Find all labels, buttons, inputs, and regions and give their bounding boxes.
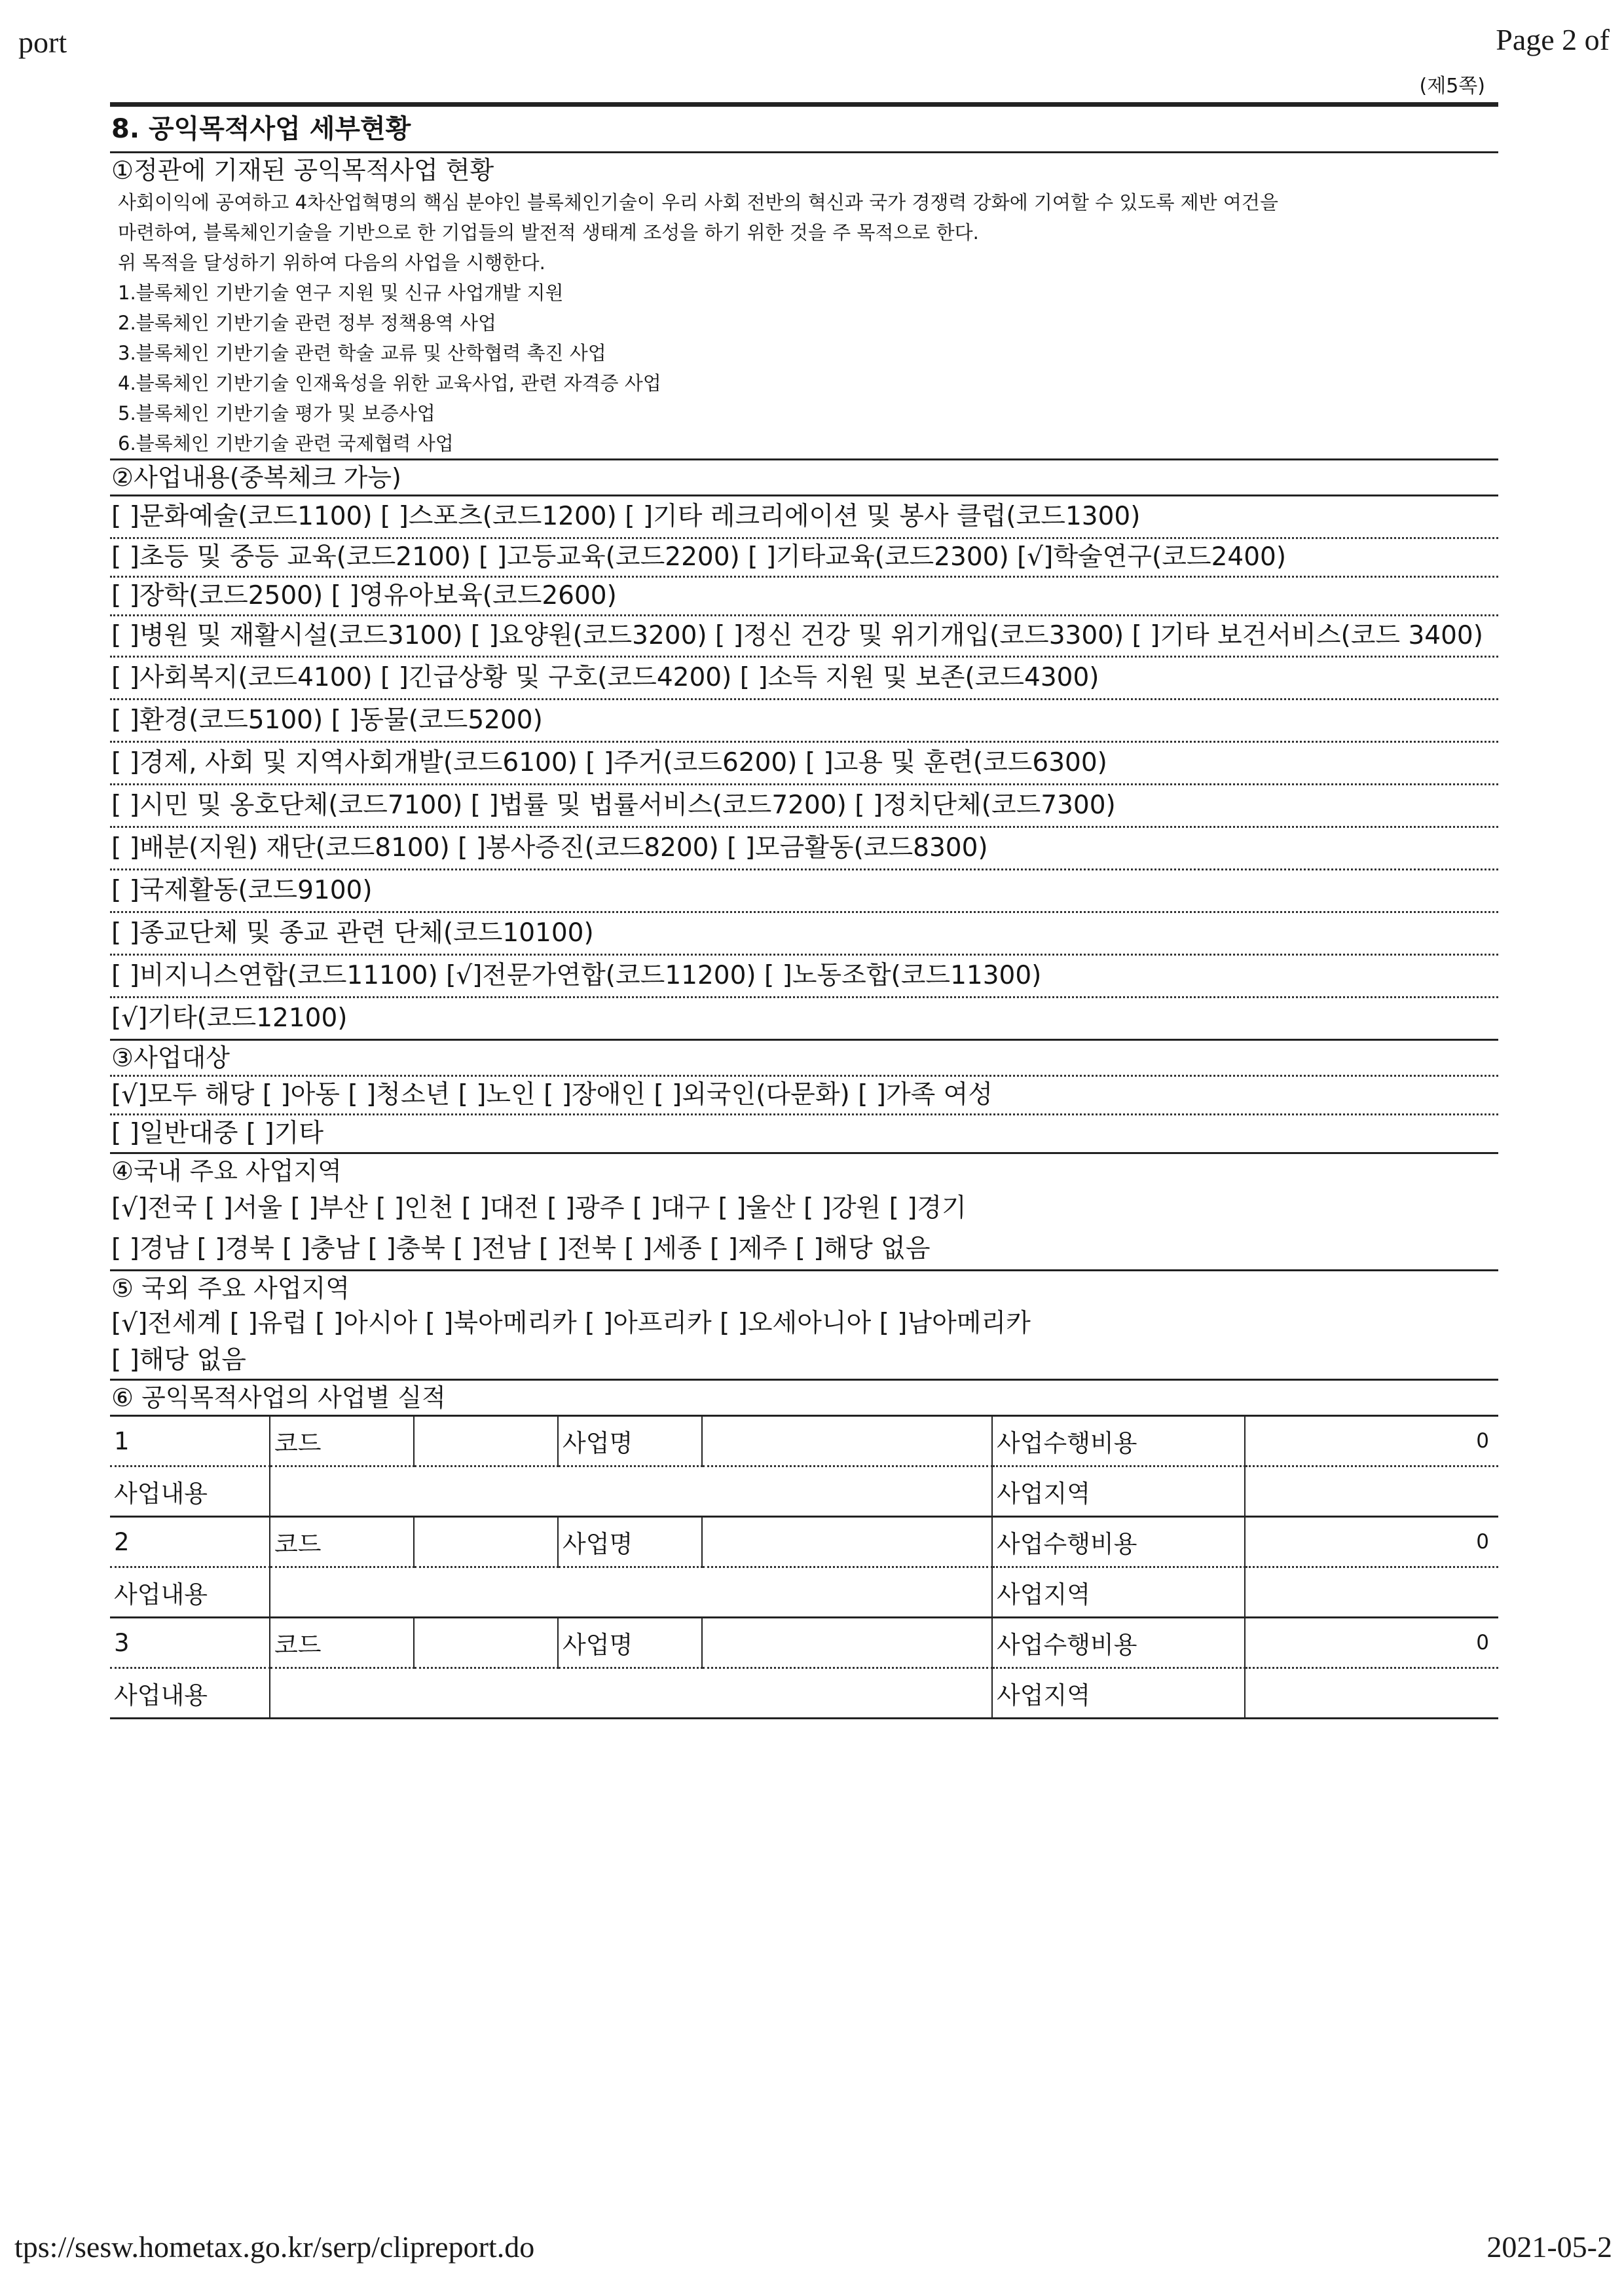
cost-label: 사업수행비용 — [992, 1618, 1245, 1668]
content-label: 사업내용 — [110, 1668, 270, 1719]
item-number: 3 — [110, 1618, 270, 1668]
business-content-row[interactable]: [ ]국제활동(코드9100) — [111, 876, 373, 905]
domestic-region-row[interactable]: [ ]경남 [ ]경북 [ ]충남 [ ]충북 [ ]전남 [ ]전북 [ ]세종 [ ]제주 [ ]해당 없음 — [111, 1234, 931, 1263]
region-label: 사업지역 — [992, 1567, 1245, 1618]
business-content-row[interactable]: [ ]초등 및 중등 교육(코드2100) [ ]고등교육(코드2200) [ ]기타교육(코드2300) [√]학술연구(코드2400) — [111, 542, 1287, 572]
code-label: 코드 — [270, 1618, 414, 1668]
code-field[interactable] — [414, 1517, 558, 1567]
articles-line: 3.블록체인 기반기술 관련 학술 교류 및 산학협력 촉진 사업 — [118, 342, 606, 364]
top-rule — [110, 102, 1498, 107]
tax-form-page — [110, 71, 1498, 1719]
table-row — [110, 1618, 1498, 1668]
item-number: 1 — [110, 1417, 270, 1466]
page-label: (제5쪽) — [1419, 75, 1485, 98]
business-content-row[interactable]: [ ]배분(지원) 재단(코드8100) [ ]봉사증진(코드8200) [ ]모금활동(코드8300) — [111, 833, 988, 863]
cost-label: 사업수행비용 — [992, 1517, 1245, 1567]
business-content-row[interactable]: [√]기타(코드12100) — [111, 1003, 348, 1033]
code-label: 코드 — [270, 1517, 414, 1567]
name-label: 사업명 — [558, 1417, 702, 1466]
browser-footer-date: 2021-05-2 — [1486, 2230, 1612, 2264]
name-label: 사업명 — [558, 1618, 702, 1668]
domestic-region-row[interactable]: [√]전국 [ ]서울 [ ]부산 [ ]인천 [ ]대전 [ ]광주 [ ]대구 [ ]울산 [ ]강원 [ ]경기 — [111, 1193, 967, 1223]
articles-line: 5.블록체인 기반기술 평가 및 보증사업 — [118, 402, 435, 424]
name-field[interactable] — [702, 1618, 992, 1668]
code-label: 코드 — [270, 1417, 414, 1466]
business-content-row[interactable]: [ ]시민 및 옹호단체(코드7100) [ ]법률 및 법률서비스(코드7200) [ ]정치단체(코드7300) — [111, 791, 1116, 820]
overseas-region-title: ⑤ 국외 주요 사업지역 — [111, 1274, 350, 1303]
articles-line: 마련하여, 블록체인기술을 기반으로 한 기업들의 발전적 생태계 조성을 하기 위한 것을 주 목적으로 한다. — [118, 221, 979, 244]
region-label: 사업지역 — [992, 1466, 1245, 1517]
articles-line: 사회이익에 공여하고 4차산업혁명의 핵심 분야인 블록체인기술이 우리 사회 전반의 혁신과 국가 경쟁력 강화에 기여할 수 있도록 제반 여건을 — [118, 191, 1278, 214]
code-field[interactable] — [414, 1618, 558, 1668]
browser-footer-url: tps://sesw.hometax.go.kr/serp/clipreport.do — [14, 2230, 535, 2264]
articles-line: 4.블록체인 기반기술 인재육성을 위한 교육사업, 관련 자격증 사업 — [118, 372, 661, 394]
target-title: ③사업대상 — [111, 1043, 230, 1072]
business-content-row[interactable]: [ ]사회복지(코드4100) [ ]긴급상황 및 구호(코드4200) [ ]소득 지원 및 보존(코드4300) — [111, 663, 1099, 692]
performance-title: ⑥ 공익목적사업의 사업별 실적 — [111, 1383, 446, 1412]
name-label: 사업명 — [558, 1517, 702, 1567]
content-label: 사업내용 — [110, 1567, 270, 1618]
table-row — [110, 1466, 1498, 1517]
articles-title: ①정관에 기재된 공익목적사업 현황 — [111, 156, 494, 185]
business-content-row[interactable]: [ ]종교단체 및 종교 관련 단체(코드10100) — [111, 918, 594, 948]
overseas-region-row[interactable]: [ ]해당 없음 — [111, 1345, 246, 1375]
name-field[interactable] — [702, 1417, 992, 1466]
table-row — [110, 1567, 1498, 1618]
code-field[interactable] — [414, 1417, 558, 1466]
overseas-region-row[interactable]: [√]전세계 [ ]유럽 [ ]아시아 [ ]북아메리카 [ ]아프리카 [ ]오세아니아 [ ]남아메리카 — [111, 1309, 1031, 1338]
business-content-row[interactable]: [ ]문화예술(코드1100) [ ]스포츠(코드1200) [ ]기타 레크리에이션 및 봉사 클럽(코드1300) — [111, 502, 1141, 531]
section-title: 8. 공익목적사업 세부현황 — [111, 114, 411, 144]
content-label: 사업내용 — [110, 1466, 270, 1517]
target-row[interactable]: [√]모두 해당 [ ]아동 [ ]청소년 [ ]노인 [ ]장애인 [ ]외국인(다문화) [ ]가족 여성 — [111, 1080, 993, 1110]
business-content-row[interactable]: [ ]장학(코드2500) [ ]영유아보육(코드2600) — [111, 581, 617, 610]
content-field[interactable] — [270, 1668, 992, 1719]
articles-line: 2.블록체인 기반기술 관련 정부 정책용역 사업 — [118, 312, 497, 334]
articles-line: 1.블록체인 기반기술 연구 지원 및 신규 사업개발 지원 — [118, 282, 564, 304]
table-row — [110, 1417, 1498, 1466]
domestic-region-title: ④국내 주요 사업지역 — [111, 1157, 342, 1185]
business-content-row[interactable]: [ ]병원 및 재활시설(코드3100) [ ]요양원(코드3200) [ ]정신 건강 및 위기개입(코드3300) [ ]기타 보건서비스(코드 3400) — [111, 621, 1483, 650]
performance-table — [110, 1417, 1498, 1719]
cost-label: 사업수행비용 — [992, 1417, 1245, 1466]
cost-field[interactable]: 0 — [1245, 1618, 1498, 1668]
articles-line: 6.블록체인 기반기술 관련 국제협력 사업 — [118, 432, 454, 455]
business-content-title: ②사업내용(중복체크 가능) — [111, 463, 401, 492]
browser-header-page: Page 2 of — [1496, 23, 1610, 56]
cost-field[interactable]: 0 — [1245, 1517, 1498, 1567]
table-row — [110, 1517, 1498, 1567]
articles-line: 위 목적을 달성하기 위하여 다음의 사업을 시행한다. — [118, 252, 545, 274]
cost-field[interactable]: 0 — [1245, 1417, 1498, 1466]
item-number: 2 — [110, 1517, 270, 1567]
business-content-row[interactable]: [ ]환경(코드5100) [ ]동물(코드5200) — [111, 705, 543, 735]
region-field[interactable] — [1245, 1567, 1498, 1618]
name-field[interactable] — [702, 1517, 992, 1567]
business-content-row[interactable]: [ ]경제, 사회 및 지역사회개발(코드6100) [ ]주거(코드6200) [ ]고용 및 훈련(코드6300) — [111, 748, 1107, 777]
content-field[interactable] — [270, 1466, 992, 1517]
target-row[interactable]: [ ]일반대중 [ ]기타 — [111, 1119, 324, 1148]
browser-header-title: port — [18, 26, 67, 59]
table-row — [110, 1668, 1498, 1719]
content-field[interactable] — [270, 1567, 992, 1618]
region-label: 사업지역 — [992, 1668, 1245, 1719]
business-content-row[interactable]: [ ]비지니스연합(코드11100) [√]전문가연합(코드11200) [ ]노동조합(코드11300) — [111, 961, 1042, 990]
articles-section — [110, 153, 1498, 458]
region-field[interactable] — [1245, 1466, 1498, 1517]
region-field[interactable] — [1245, 1668, 1498, 1719]
